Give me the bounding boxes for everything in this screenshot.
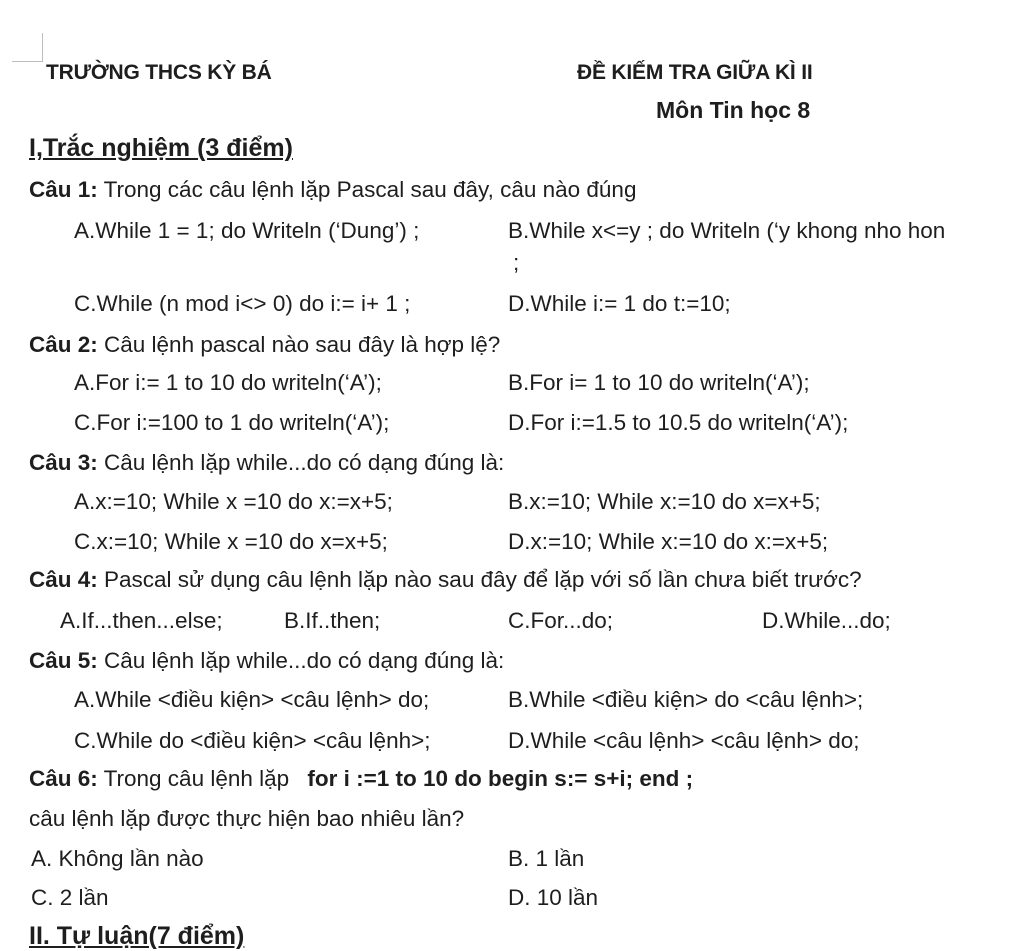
q4-option-a: A.If...then...else; <box>60 608 223 633</box>
q2-option-c: C.For i:=100 to 1 do writeln(‘A’); <box>74 410 390 435</box>
q1-option-d: D.While i:= 1 do t:=10; <box>508 291 731 316</box>
q5-option-b: B.While <điều kiện> do <câu lệnh>; <box>508 687 864 712</box>
q6-option-a: A. Không lần nào <box>31 846 204 871</box>
question-6-text-line-2: câu lệnh lặp được thực hiện bao nhiêu lần? <box>29 806 465 831</box>
question-4 <box>29 567 862 593</box>
question-5 <box>29 648 504 674</box>
q5-option-a: A.While <điều kiện> <câu lệnh> do; <box>74 687 430 712</box>
question-2-text: Câu lệnh pascal nào sau đây là hợp lệ? <box>97 332 501 357</box>
q4-option-d: D.While...do; <box>762 608 891 633</box>
question-3-text: Câu lệnh lặp while...do có dạng đúng là: <box>97 450 505 475</box>
exam-title: ĐỀ KIẾM TRA GIỮA KÌ II <box>577 61 813 84</box>
question-2 <box>29 332 500 358</box>
q3-option-c: C.x:=10; While x =10 do x=x+5; <box>74 529 388 554</box>
page-corner-mark-horizontal <box>12 61 42 62</box>
question-6 <box>29 766 693 792</box>
q1-option-b: B.While x<=y ; do Writeln (‘y khong nho hon <box>508 218 946 243</box>
question-3 <box>29 450 504 476</box>
section-1-title: I,Trắc nghiệm (3 điểm) <box>29 134 293 162</box>
q5-option-c: C.While do <điều kiện> <câu lệnh>; <box>74 728 431 753</box>
question-1-text: Trong các câu lệnh lặp Pascal sau đây, câu nào đúng <box>97 177 637 202</box>
q4-option-b: B.If..then; <box>284 608 381 633</box>
question-6-text: Trong câu lệnh lặp <box>97 766 296 791</box>
question-6-label: Câu 6: <box>29 766 98 791</box>
q1-option-b-continuation: ; <box>513 250 520 275</box>
q6-option-b: B. 1 lần <box>508 846 585 871</box>
question-5-text: Câu lệnh lặp while...do có dạng đúng là: <box>97 648 505 673</box>
q6-option-d: D. 10 lần <box>508 885 599 910</box>
q3-option-b: B.x:=10; While x:=10 do x=x+5; <box>508 489 821 514</box>
subject-title: Môn Tin học 8 <box>656 97 811 123</box>
q2-option-b: B.For i= 1 to 10 do writeln(‘A’); <box>508 370 810 395</box>
question-1 <box>29 177 636 203</box>
page-corner-mark-vertical <box>42 33 43 62</box>
question-3-label: Câu 3: <box>29 450 98 475</box>
q3-option-a: A.x:=10; While x =10 do x:=x+5; <box>74 489 393 514</box>
q1-option-a: A.While 1 = 1; do Writeln (‘Dung’) ; <box>74 218 420 243</box>
q2-option-a: A.For i:= 1 to 10 do writeln(‘A’); <box>74 370 382 395</box>
question-2-label: Câu 2: <box>29 332 98 357</box>
q2-option-d: D.For i:=1.5 to 10.5 do writeln(‘A’); <box>508 410 849 435</box>
q1-option-c: C.While (n mod i<> 0) do i:= i+ 1 ; <box>74 291 411 316</box>
q6-option-c: C. 2 lần <box>31 885 109 910</box>
question-5-label: Câu 5: <box>29 648 98 673</box>
question-1-label: Câu 1: <box>29 177 98 202</box>
section-2-title: II. Tự luận(7 điểm) <box>29 922 245 950</box>
q3-option-d: D.x:=10; While x:=10 do x:=x+5; <box>508 529 829 554</box>
q5-option-d: D.While <câu lệnh> <câu lệnh> do; <box>508 728 860 753</box>
question-4-label: Câu 4: <box>29 567 98 592</box>
school-name: TRƯỜNG THCS KỲ BÁ <box>46 61 272 84</box>
question-4-text: Pascal sử dụng câu lệnh lặp nào sau đây để lặp với số lần chưa biết trước? <box>97 567 862 592</box>
question-6-code: for i :=1 to 10 do begin s:= s+i; end ; <box>307 766 694 791</box>
q4-option-c: C.For...do; <box>508 608 614 633</box>
